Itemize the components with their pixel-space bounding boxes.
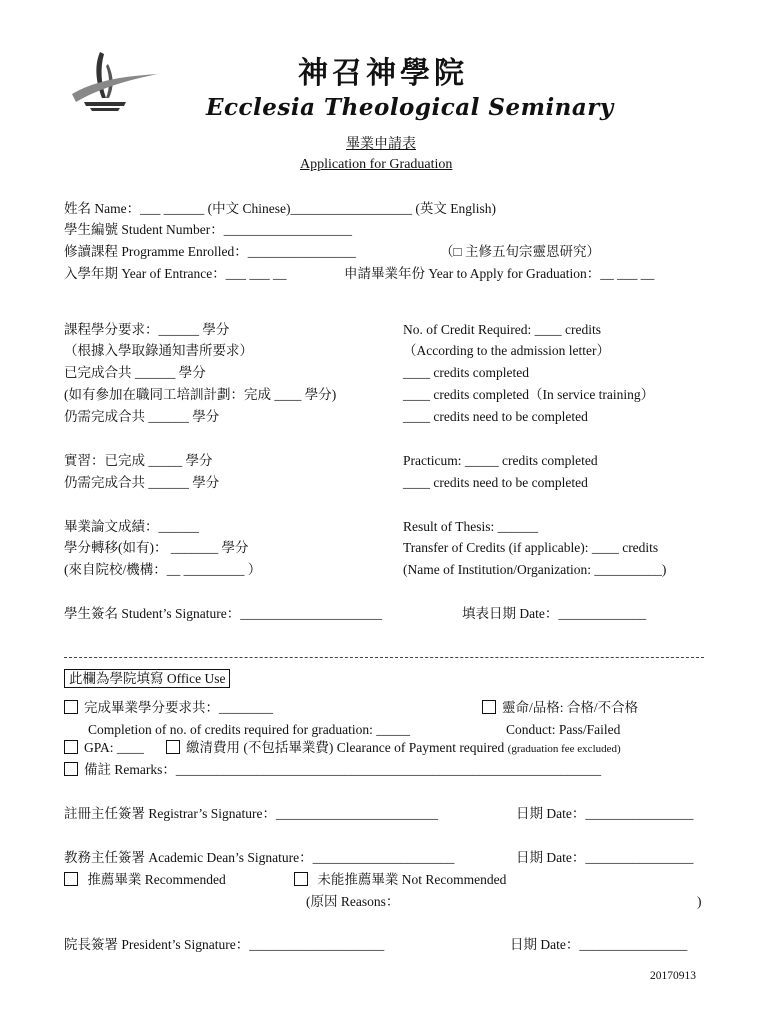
registrar-signature-field[interactable]: 註冊主任簽署 Registrar’s Signature：________________________ bbox=[64, 806, 438, 821]
not-recommended-checkbox[interactable] bbox=[294, 872, 308, 886]
office-payment-row[interactable]: 繳清費用 (不包括畢業費) Clearance of Payment required (graduation fee excluded) bbox=[166, 740, 621, 757]
president-signature-field[interactable]: 院長簽署 President’s Signature：____________________ bbox=[64, 937, 385, 952]
practicum-remaining-en[interactable]: ____ credits need to be completed bbox=[403, 475, 588, 490]
institution-name-en[interactable]: (Name of Institution/Organization: __________) bbox=[403, 562, 667, 577]
payment-note: (graduation fee excluded) bbox=[507, 743, 621, 755]
practicum-completed-cn[interactable]: 實習：已完成 _____ 學分 bbox=[64, 453, 213, 468]
recommended-checkbox[interactable] bbox=[64, 872, 78, 886]
cut-line-divider bbox=[64, 657, 704, 658]
recommended-row[interactable]: 推薦畢業 Recommended bbox=[64, 872, 226, 888]
fill-date-field[interactable]: 填表日期 Date：_____________ bbox=[462, 606, 647, 621]
seminary-name-en: Ecclesia Theological Seminary bbox=[206, 94, 614, 121]
apply-year-field[interactable]: 申請畢業年份 Year to Apply for Graduation：__ ___ __ bbox=[344, 266, 655, 281]
form-version-code: 20170913 bbox=[650, 970, 696, 982]
credits-remaining-cn[interactable]: 仍需完成合共 ______ 學分 bbox=[64, 409, 220, 424]
remarks-checkbox[interactable] bbox=[64, 762, 78, 776]
credits-completed-cn[interactable]: 已完成合共 ______ 學分 bbox=[64, 365, 206, 380]
office-credits-row[interactable]: 完成畢業學分要求共：________ bbox=[64, 700, 273, 716]
president-date-field[interactable]: 日期 Date：________________ bbox=[510, 937, 688, 952]
programme-field[interactable]: 修讀課程 Programme Enrolled：________________ bbox=[64, 244, 356, 259]
office-gpa-row[interactable]: GPA: ____ bbox=[64, 740, 144, 756]
office-use-label: 此欄為學院填寫 Office Use bbox=[64, 671, 230, 687]
seminary-name-cn: 神召神學院 bbox=[298, 56, 468, 91]
admission-letter-note-en: （According to the admission letter） bbox=[403, 343, 610, 358]
thesis-result-en[interactable]: Result of Thesis: ______ bbox=[403, 519, 539, 534]
reasons-close: ) bbox=[697, 894, 702, 909]
form-title-cn: 畢業申請表 bbox=[346, 137, 416, 152]
student-signature-field[interactable]: 學生簽名 Student’s Signature：_____________________ bbox=[64, 606, 382, 621]
programme-option-checkbox[interactable]: （□ 主修五旬宗靈恩研究） bbox=[440, 244, 601, 259]
credits-completed-en[interactable]: ____ credits completed bbox=[403, 365, 529, 380]
conduct-checkbox[interactable] bbox=[482, 700, 496, 714]
entrance-year-field[interactable]: 入學年期 Year of Entrance：___ ___ __ bbox=[64, 266, 287, 281]
credits-required-cn[interactable]: 課程學分要求：______ 學分 bbox=[64, 322, 230, 337]
reasons-field[interactable]: (原因 Reasons： bbox=[306, 894, 400, 909]
credits-required-en[interactable]: No. of Credit Required: ____ credits bbox=[403, 322, 601, 337]
office-conduct-en: Conduct: Pass/Failed bbox=[506, 722, 621, 737]
practicum-completed-en[interactable]: Practicum: _____ credits completed bbox=[403, 453, 598, 468]
credits-remaining-en[interactable]: ____ credits need to be completed bbox=[403, 409, 588, 424]
office-conduct-row[interactable]: 靈命/品格: 合格/不合格 bbox=[482, 700, 638, 716]
seminary-logo-icon bbox=[66, 46, 161, 116]
credits-checkbox[interactable] bbox=[64, 700, 78, 714]
admission-letter-note-cn: （根據入學取錄通知書所要求） bbox=[64, 343, 253, 358]
in-service-credits-en[interactable]: ____ credits completed（In service training） bbox=[403, 387, 655, 402]
dean-date-field[interactable]: 日期 Date：________________ bbox=[516, 850, 694, 865]
thesis-result-cn[interactable]: 畢業論文成績：______ bbox=[64, 519, 199, 534]
dean-signature-field[interactable]: 教務主任簽署 Academic Dean’s Signature：_____________________ bbox=[64, 850, 455, 865]
student-name-field[interactable]: 姓名 Name：___ ______ (中文 Chinese)__________________ (英文 English) bbox=[64, 201, 496, 216]
gpa-checkbox[interactable] bbox=[64, 740, 78, 754]
not-recommended-row[interactable]: 未能推薦畢業 Not Recommended bbox=[294, 872, 506, 888]
form-title-en: Application for Graduation bbox=[300, 157, 453, 172]
student-number-field[interactable]: 學生編號 Student Number：___________________ bbox=[64, 222, 352, 237]
office-remarks-row[interactable]: 備註 Remarks：_______________________________________________________________ bbox=[64, 762, 601, 778]
credit-transfer-en[interactable]: Transfer of Credits (if applicable): ____ credits bbox=[403, 540, 659, 555]
institution-name-cn[interactable]: (來自院校/機構：__ _________ ） bbox=[64, 562, 262, 577]
office-credits-en: Completion of no. of credits required for graduation: _____ bbox=[88, 722, 411, 737]
payment-checkbox[interactable] bbox=[166, 740, 180, 754]
in-service-credits-cn[interactable]: (如有參加在職同工培訓計劃：完成 ____ 學分) bbox=[64, 387, 337, 402]
practicum-remaining-cn[interactable]: 仍需完成合共 ______ 學分 bbox=[64, 475, 220, 490]
credit-transfer-cn[interactable]: 學分轉移(如有)： _______ 學分 bbox=[64, 540, 249, 555]
registrar-date-field[interactable]: 日期 Date：________________ bbox=[516, 806, 694, 821]
